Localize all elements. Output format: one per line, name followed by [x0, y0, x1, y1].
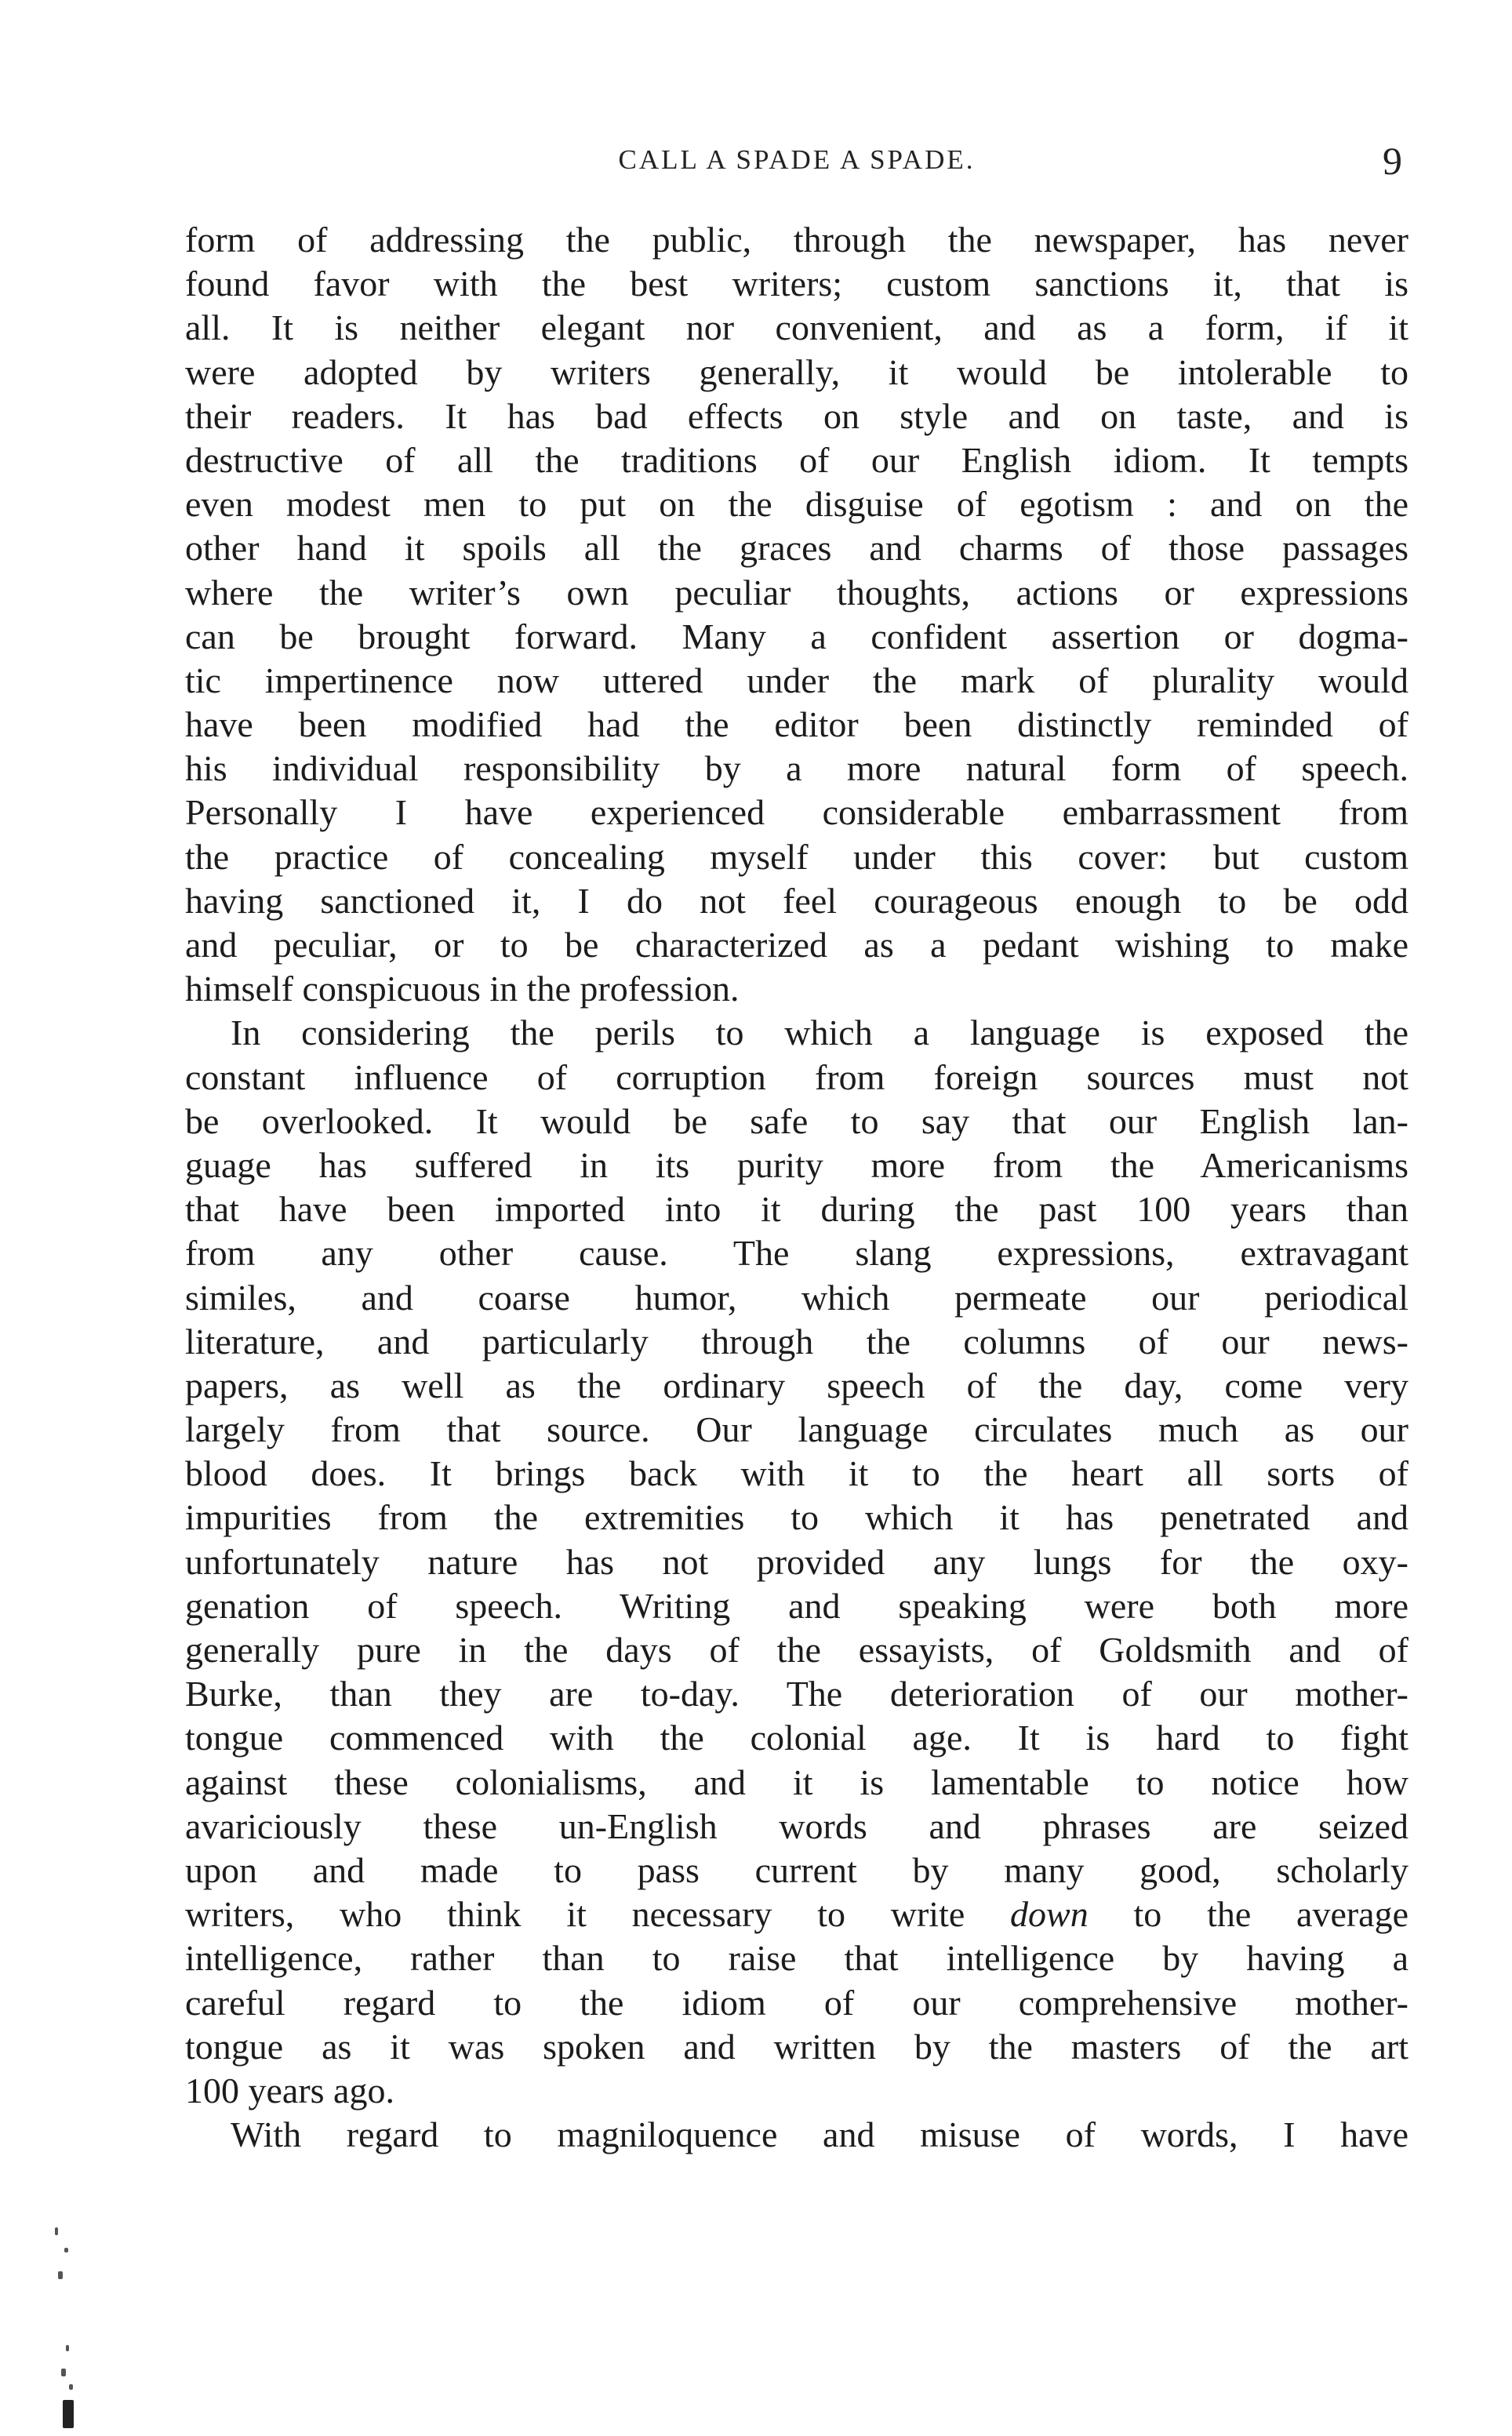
text-line: guage has suffered in its purity more from the Americanisms — [185, 1144, 1408, 1185]
text-line: were adopted by writers generally, it would be intolerable to — [185, 351, 1408, 392]
text-line: can be brought forward. Many a confident assertion or dogma- — [185, 616, 1408, 656]
text-line: having sanctioned it, I do not feel courageous enough to be odd — [185, 880, 1408, 921]
text-line: largely from that source. Our language circulates much as our — [185, 1409, 1408, 1450]
text-line: where the writer’s own peculiar thoughts, actions or expressions — [185, 572, 1408, 613]
text-line: himself conspicuous in the profession. — [185, 969, 740, 1009]
italic-word: down — [1010, 1894, 1089, 1935]
text-line: blood does. It brings back with it to the heart all sorts of — [185, 1453, 1408, 1494]
page-header — [185, 138, 1408, 185]
text-line: papers, as well as the ordinary speech of the day, come very — [185, 1365, 1408, 1405]
scan-speck — [55, 2227, 58, 2235]
running-head: CALL A SPADE A SPADE. — [618, 144, 976, 175]
text-line: 100 years ago. — [185, 2070, 394, 2111]
scan-speck — [69, 2384, 73, 2390]
text-line: intelligence, rather than to raise that intelligence by having a — [185, 1938, 1408, 1979]
scan-speck — [64, 2248, 68, 2252]
text-line: even modest men to put on the disguise of egotism : and on the — [185, 484, 1408, 525]
text-line: tic impertinence now uttered under the mark of plurality would — [185, 660, 1408, 700]
text-line: destructive of all the traditions of our English idiom. It tempts — [185, 439, 1408, 480]
text-line: from any other cause. The slang expressions, extravagant — [185, 1233, 1408, 1274]
text-line: Burke, than they are to-day. The deterioration of our mother- — [185, 1674, 1408, 1714]
text-line: generally pure in the days of the essayists, of Goldsmith and of — [185, 1630, 1408, 1670]
page-number: 9 — [1383, 139, 1402, 183]
scan-speck — [66, 2345, 69, 2351]
text-line: In considering the perils to which a language is exposed the — [231, 1013, 1408, 1053]
text-line: his individual responsibility by a more natural form of speech. — [185, 748, 1408, 789]
text-line: the practice of concealing myself under this cover: but custom — [185, 836, 1408, 877]
text-line: upon and made to pass current by many good, scholarly — [185, 1849, 1408, 1890]
text-line: their readers. It has bad effects on style and on taste, and is — [185, 395, 1408, 436]
text-line: impurities from the extremities to which it has penetrated and — [185, 1497, 1408, 1538]
text-line: literature, and particularly through the columns of our news- — [185, 1321, 1408, 1362]
text-line: form of addressing the public, through the newspaper, has never — [185, 220, 1408, 260]
text-line: similes, and coarse humor, which permeate our periodical — [185, 1277, 1408, 1318]
text-segment: writers, who think it necessary to write — [185, 1894, 965, 1935]
text-line — [185, 1892, 1408, 1936]
text-line: Personally I have experienced considerable embarrassment from — [185, 792, 1408, 833]
text-line: found favor with the best writers; custom sanctions it, that is — [185, 264, 1408, 304]
text-segment: to the average — [1133, 1894, 1408, 1935]
text-line: tongue as it was spoken and written by the masters of the art — [185, 2026, 1408, 2067]
text-line: constant influence of corruption from foreign sources must not — [185, 1056, 1408, 1097]
scan-speck — [63, 2400, 74, 2428]
text-line: unfortunately nature has not provided any lungs for the oxy- — [185, 1541, 1408, 1582]
text-line: have been modified had the editor been distinctly reminded of — [185, 704, 1408, 745]
text-line: other hand it spoils all the graces and charms of those passages — [185, 528, 1408, 569]
text-line: that have been imported into it during the past 100 years than — [185, 1189, 1408, 1230]
scan-speck — [61, 2369, 66, 2376]
text-line: be overlooked. It would be safe to say that our English lan- — [185, 1100, 1408, 1141]
text-line: avariciously these un-English words and phrases are seized — [185, 1805, 1408, 1846]
margin-scan-marks — [47, 2227, 86, 2431]
scan-speck — [58, 2271, 63, 2279]
text-line: and peculiar, or to be characterized as a pedant wishing to make — [185, 925, 1408, 965]
text-line: tongue commenced with the colonial age. It is hard to fight — [185, 1718, 1408, 1758]
body-text — [185, 218, 1408, 2157]
text-line: against these colonialisms, and it is lamentable to notice how — [185, 1762, 1408, 1802]
text-line: careful regard to the idiom of our comprehensive mother- — [185, 1982, 1408, 2023]
text-line: With regard to magniloquence and misuse of words, I have — [231, 2114, 1408, 2155]
text-line: all. It is neither elegant nor convenient, and as a form, if it — [185, 307, 1408, 348]
text-line: genation of speech. Writing and speaking were both more — [185, 1585, 1408, 1626]
